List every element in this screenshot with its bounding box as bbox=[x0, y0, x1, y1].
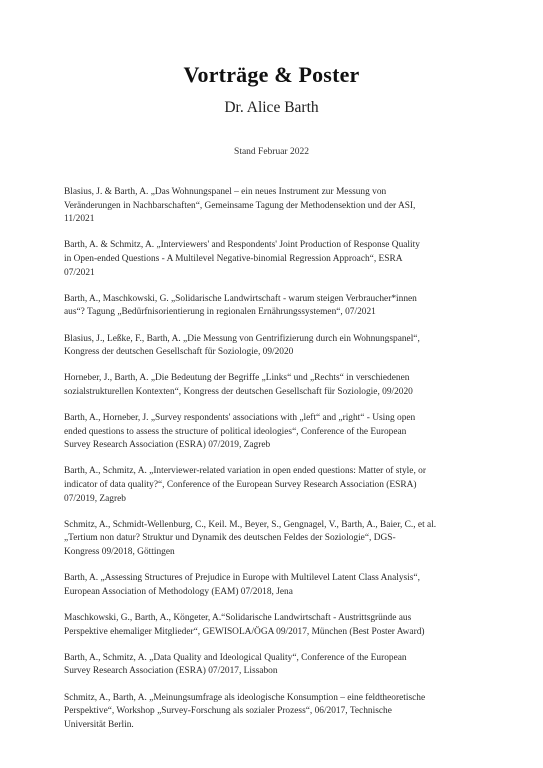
talk-entry-line: Perspektive ehemaliger Mitglieder“, GEWISOLA/ÖGA 09/2017, München (Best Poster Award) bbox=[64, 626, 425, 637]
talk-entry bbox=[64, 239, 504, 280]
talk-entry-line: aus“? Tagung „Bedürfnisorientierung in regionalen Ernährungssystemen“, 07/2021 bbox=[64, 307, 376, 318]
entry-spacer bbox=[64, 560, 504, 573]
talk-entry-line: in Open-ended Questions - A Multilevel Negative-binomial Regression Approach“, ESRA bbox=[64, 253, 403, 264]
talk-entry-line: Barth, A., Schmitz, A. „Interviewer-related variation in open ended questions: Matter of style, or bbox=[64, 466, 426, 477]
entry-spacer bbox=[64, 320, 504, 333]
talk-entry bbox=[64, 333, 504, 360]
entry-spacer bbox=[64, 280, 504, 293]
talk-entry bbox=[64, 692, 504, 733]
talk-entry-line: Veränderungen in Nachbarschaften“, Gemeinsame Tagung der Methodensektion und der ASI, bbox=[64, 200, 416, 211]
talk-entry-line: 07/2021 bbox=[64, 267, 95, 278]
talk-entry-line: Horneber, J., Barth, A. „Die Bedeutung der Begriffe „Links“ und „Rechts“ in verschiedenen bbox=[64, 373, 410, 384]
talk-entry-line: Survey Research Association (ESRA) 07/2019, Zagreb bbox=[64, 440, 271, 451]
talk-entry-line: Maschkowski, G., Barth, A., Köngeter, A.“Solidarische Landwirtschaft - Austrittsgründe aus bbox=[64, 613, 412, 623]
talk-entry-line: Perspektive“, Workshop „Survey-Forschung als sozialer Prozess“, 06/2017, Technische bbox=[64, 706, 392, 717]
talk-entry bbox=[64, 186, 504, 227]
author-name: Dr. Alice Barth bbox=[224, 99, 319, 116]
talk-entry bbox=[64, 372, 504, 399]
entry-spacer bbox=[64, 453, 504, 466]
entry-spacer bbox=[64, 227, 504, 240]
talk-entry bbox=[64, 572, 504, 599]
entry-spacer bbox=[64, 506, 504, 519]
talk-entry bbox=[64, 465, 504, 506]
talk-entry-line: Barth, A., Horneber, J. „Survey respondents' associations with „left“ and „right“ - Using open bbox=[64, 413, 416, 424]
talk-entry-line: ended questions to assess the structure of political ideologies“, Conference of the European bbox=[64, 426, 407, 437]
document-title: Vorträge & Poster bbox=[183, 62, 360, 87]
talk-list bbox=[64, 186, 504, 732]
entry-spacer bbox=[64, 360, 504, 373]
talk-entry-line: sozialstrukturellen Kontexten“, Kongress der deutschen Gesellschaft für Soziologie, 09/2020 bbox=[64, 386, 413, 397]
entry-spacer bbox=[64, 679, 504, 692]
talk-entry bbox=[64, 519, 504, 560]
talk-entry-line: „Tertium non datur? Struktur und Dynamik des deutschen Feldes der Soziologie“, DGS- bbox=[64, 533, 396, 544]
talk-entry-line: 11/2021 bbox=[64, 214, 95, 225]
talk-entry bbox=[64, 412, 504, 453]
talk-entry-line: Schmitz, A., Barth, A. „Meinungsumfrage als ideologische Konsumption – eine feldtheoretische bbox=[64, 692, 426, 703]
entry-spacer bbox=[64, 599, 504, 612]
talk-entry bbox=[64, 652, 504, 679]
talk-entry-line: 07/2019, Zagreb bbox=[64, 493, 126, 504]
talk-entry-line: indicator of data quality?“, Conference of the European Survey Research Association (ESRA) bbox=[64, 480, 417, 491]
talk-entry-line: European Association of Methodology (EAM) 07/2018, Jena bbox=[64, 586, 293, 597]
talk-entry-line: Schmitz, A., Schmidt-Wellenburg, C., Keil. M., Beyer, S., Gengnagel, V., Barth, A., Baier, C., et al. bbox=[64, 519, 437, 530]
talk-entry bbox=[64, 293, 504, 320]
talk-entry-line: Universität Berlin. bbox=[64, 719, 134, 730]
talk-entry-line: Barth, A., Schmitz, A. „Data Quality and Ideological Quality“, Conference of the European bbox=[64, 652, 407, 663]
talk-entry bbox=[64, 612, 504, 639]
stand-date: Stand Februar 2022 bbox=[234, 147, 309, 157]
talk-entry-line: Kongress 09/2018, Göttingen bbox=[64, 547, 175, 558]
entry-spacer bbox=[64, 639, 504, 652]
talk-entry-line: Blasius, J. & Barth, A. „Das Wohnungspanel – ein neues Instrument zur Messung von bbox=[64, 187, 387, 197]
talk-entry-line: Blasius, J., Leßke, F., Barth, A. „Die Messung von Gentrifizierung durch ein Wohnungspanel“, bbox=[64, 333, 420, 344]
entry-spacer bbox=[64, 400, 504, 413]
talk-entry-line: Kongress der deutschen Gesellschaft für Soziologie, 09/2020 bbox=[64, 347, 294, 358]
talk-entry-line: Survey Research Association (ESRA) 07/2017, Lissabon bbox=[64, 666, 278, 677]
talk-entry-line: Barth, A. & Schmitz, A. „Interviewers' and Respondents' Joint Production of Response Quality bbox=[64, 240, 420, 251]
talk-entry-line: Barth, A., Maschkowski, G. „Solidarische Landwirtschaft - warum steigen Verbraucher*innen bbox=[64, 293, 417, 304]
talk-entry-line: Barth, A. „Assessing Structures of Prejudice in Europe with Multilevel Latent Class Analysis“, bbox=[64, 573, 420, 584]
